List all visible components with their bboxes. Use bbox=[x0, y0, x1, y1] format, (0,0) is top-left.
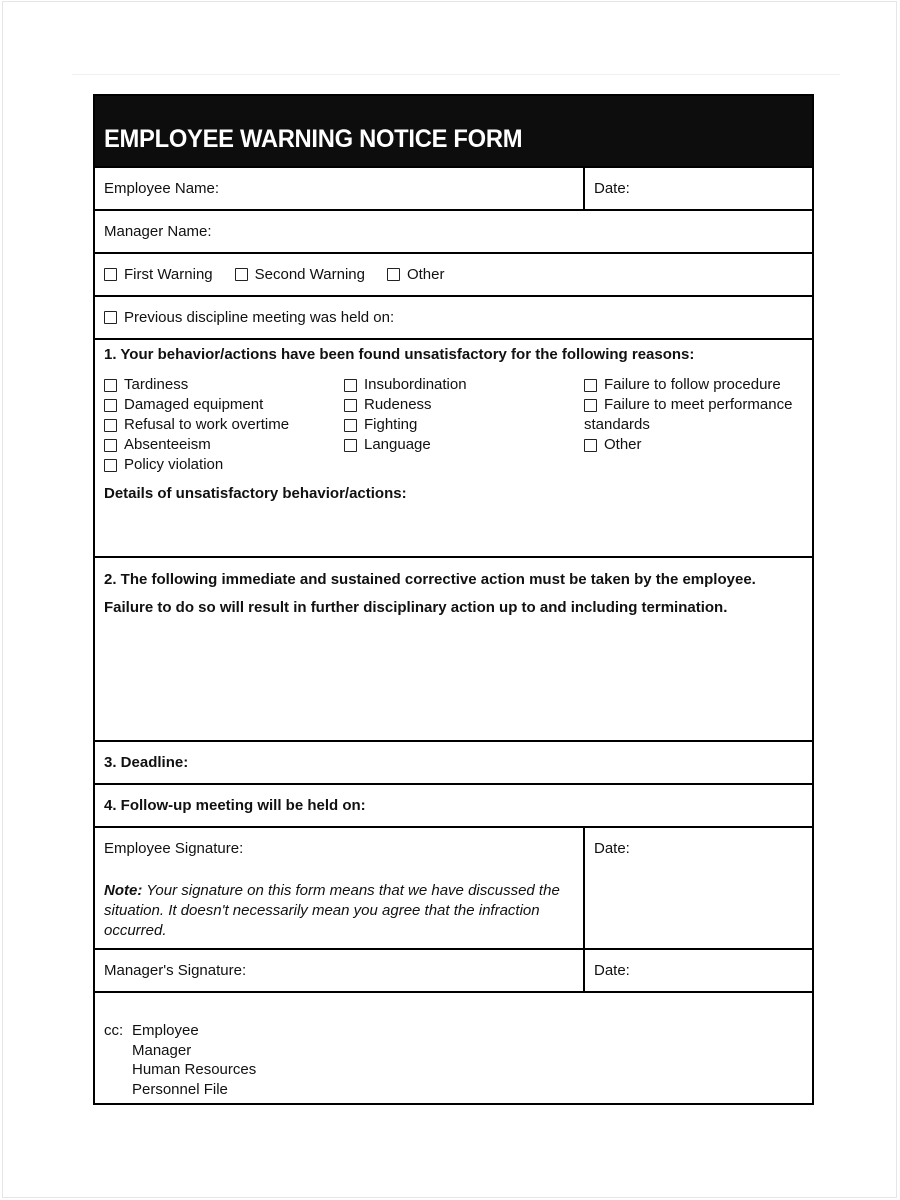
employee-name-field[interactable] bbox=[95, 168, 585, 209]
employee-signature-label: Employee Signature: bbox=[104, 840, 244, 857]
option-label: Fighting bbox=[364, 416, 418, 433]
deadline-row[interactable] bbox=[95, 742, 812, 785]
cc-item: Employee bbox=[132, 1022, 199, 1039]
second-warning-checkbox[interactable] bbox=[235, 266, 365, 283]
manager-signature-row bbox=[95, 950, 812, 993]
other-warning-checkbox[interactable] bbox=[387, 266, 445, 283]
option-label: First Warning bbox=[124, 266, 213, 283]
first-warning-checkbox[interactable] bbox=[104, 266, 213, 283]
cc-item: Personnel File bbox=[132, 1080, 228, 1098]
reasons-column-3 bbox=[584, 375, 803, 475]
option-label: Second Warning bbox=[254, 266, 365, 283]
checkbox-icon bbox=[235, 268, 248, 281]
checkbox-icon bbox=[104, 268, 117, 281]
date-field-1[interactable] bbox=[585, 168, 812, 209]
follow-up-row[interactable] bbox=[95, 785, 812, 828]
option-label: Absenteeism bbox=[124, 436, 211, 453]
checkbox-icon bbox=[104, 399, 117, 412]
manager-name-label: Manager Name: bbox=[104, 223, 212, 240]
checkbox-icon bbox=[104, 379, 117, 392]
option-label: Tardiness bbox=[124, 376, 189, 393]
checkbox-icon bbox=[387, 268, 400, 281]
previous-meeting-row bbox=[95, 297, 812, 340]
cc-row bbox=[95, 993, 812, 1103]
checkbox-icon bbox=[344, 379, 357, 392]
option-label-continuation: standards bbox=[584, 416, 650, 433]
details-label: Details of unsatisfactory behavior/actions: bbox=[104, 485, 407, 502]
manager-name-field[interactable] bbox=[95, 211, 812, 252]
note-bold: Note: bbox=[104, 882, 143, 899]
option-label: Rudeness bbox=[364, 396, 432, 413]
deadline-label: 3. Deadline: bbox=[104, 754, 189, 771]
option-label: Previous discipline meeting was held on: bbox=[124, 309, 395, 326]
reasons-column-1 bbox=[104, 375, 344, 475]
signature-note bbox=[104, 881, 574, 941]
cc-item: Human Resources bbox=[132, 1061, 257, 1078]
reason-failure-procedure[interactable] bbox=[584, 375, 803, 395]
reason-rudeness[interactable] bbox=[344, 395, 584, 415]
reason-refusal-overtime[interactable] bbox=[104, 415, 344, 435]
cc-item: Manager bbox=[132, 1041, 192, 1059]
option-label: Language bbox=[364, 436, 431, 453]
reason-policy-violation[interactable] bbox=[104, 455, 344, 475]
section-1 bbox=[95, 340, 812, 558]
manager-signature-field[interactable] bbox=[95, 950, 585, 991]
option-label: Insubordination bbox=[364, 376, 467, 393]
form-title: EMPLOYEE WARNING NOTICE FORM bbox=[104, 125, 523, 153]
section-2-line-1: 2. The following immediate and sustained corrective action must be taken by the employee. bbox=[104, 571, 756, 588]
warning-notice-form bbox=[93, 94, 814, 1105]
section-2-line-2: Failure to do so will result in further disciplinary action up to and including termination. bbox=[104, 599, 728, 616]
option-label: Other bbox=[604, 436, 642, 453]
checkbox-icon bbox=[104, 419, 117, 432]
reasons-column-2 bbox=[344, 375, 584, 475]
option-label: Damaged equipment bbox=[124, 396, 264, 413]
checkbox-icon bbox=[584, 399, 597, 412]
option-label: Policy violation bbox=[124, 456, 224, 473]
reason-other[interactable] bbox=[584, 435, 803, 455]
date-field-2[interactable] bbox=[585, 828, 812, 948]
option-label: Other bbox=[406, 266, 445, 283]
reason-tardiness[interactable] bbox=[104, 375, 344, 395]
employee-signature-row bbox=[95, 828, 812, 950]
manager-signature-label: Manager's Signature: bbox=[104, 962, 247, 979]
reason-language[interactable] bbox=[344, 435, 584, 455]
checkbox-icon bbox=[584, 439, 597, 452]
page-divider bbox=[72, 74, 840, 75]
cc-label: cc: bbox=[104, 1022, 124, 1039]
checkbox-icon bbox=[344, 419, 357, 432]
employee-name-label: Employee Name: bbox=[104, 180, 220, 197]
section-2[interactable] bbox=[95, 558, 812, 742]
date-field-3[interactable] bbox=[585, 950, 812, 991]
follow-up-label: 4. Follow-up meeting will be held on: bbox=[104, 797, 366, 814]
reason-fighting[interactable] bbox=[344, 415, 584, 435]
option-label: Refusal to work overtime bbox=[124, 416, 290, 433]
reason-failure-performance[interactable] bbox=[584, 395, 803, 415]
date-label: Date: bbox=[594, 180, 630, 197]
note-text: Your signature on this form means that we have discussed the situation. It doesn't necessarily mean you agree that the infraction occurred. bbox=[104, 882, 560, 939]
previous-meeting-checkbox[interactable] bbox=[104, 309, 394, 326]
reason-insubordination[interactable] bbox=[344, 375, 584, 395]
date-label: Date: bbox=[594, 840, 630, 857]
checkbox-icon bbox=[104, 311, 117, 324]
checkbox-icon bbox=[104, 459, 117, 472]
option-label: Failure to meet performance bbox=[604, 396, 793, 413]
checkbox-icon bbox=[584, 379, 597, 392]
date-label: Date: bbox=[594, 962, 630, 979]
reason-damaged-equipment[interactable] bbox=[104, 395, 344, 415]
employee-signature-field[interactable] bbox=[95, 828, 585, 948]
checkbox-icon bbox=[344, 439, 357, 452]
reason-absenteeism[interactable] bbox=[104, 435, 344, 455]
form-header bbox=[95, 96, 812, 168]
option-label: Failure to follow procedure bbox=[604, 376, 781, 393]
checkbox-icon bbox=[104, 439, 117, 452]
checkbox-icon bbox=[344, 399, 357, 412]
warning-type-row bbox=[95, 254, 812, 297]
section-1-title: 1. Your behavior/actions have been found unsatisfactory for the following reasons: bbox=[104, 346, 695, 363]
manager-name-row bbox=[95, 211, 812, 254]
employee-name-row bbox=[95, 168, 812, 211]
